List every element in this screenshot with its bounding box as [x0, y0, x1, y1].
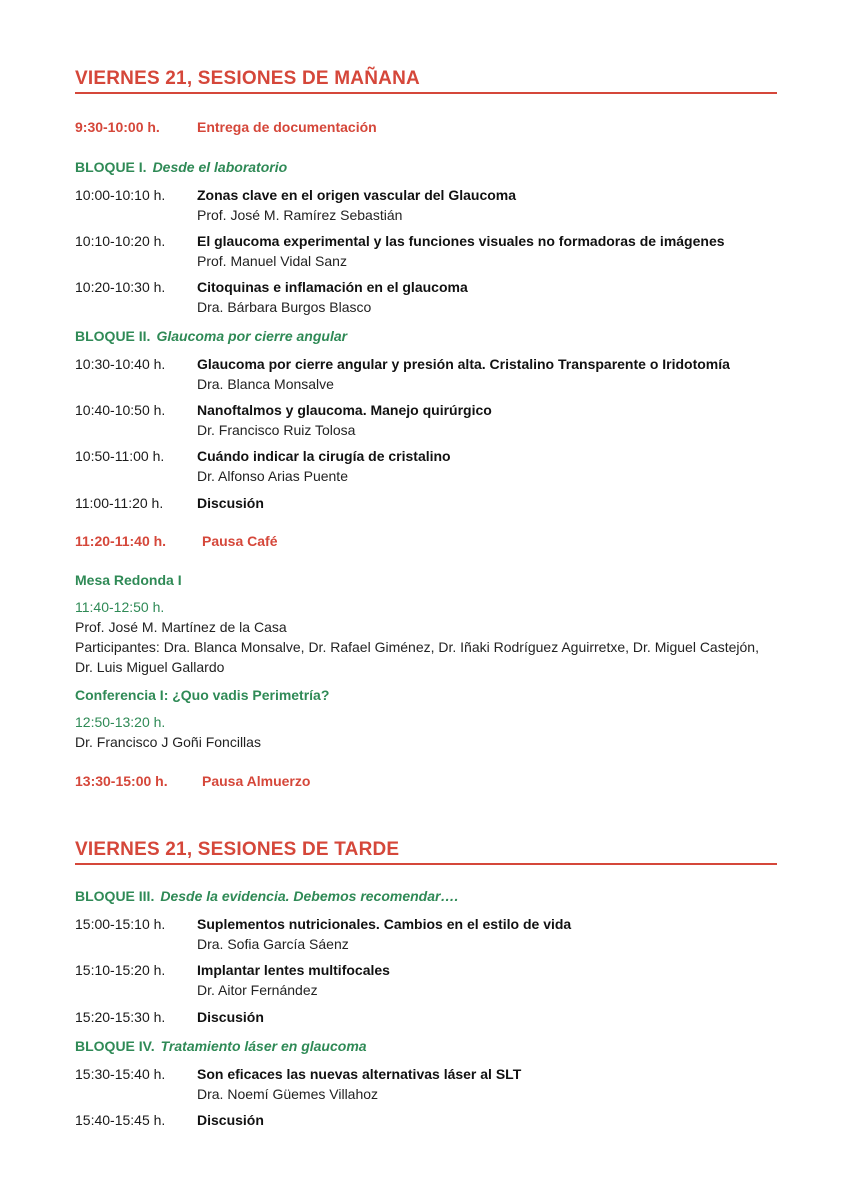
conference-time: 12:50-13:20 h. — [75, 714, 166, 730]
session-speaker: Dr. Aitor Fernández — [197, 982, 318, 998]
session-title: Son eficaces las nuevas alternativas láser al SLT — [197, 1066, 522, 1082]
session-title: Discusión — [197, 1009, 264, 1025]
bloque3-title: Desde la evidencia. Debemos recomendar…. — [160, 888, 459, 904]
session-time: 11:00-11:20 h. — [75, 495, 164, 511]
session-title: Nanoftalmos y glaucoma. Manejo quirúrgico — [197, 402, 492, 418]
morning-heading: VIERNES 21, SESIONES DE MAÑANA — [75, 68, 777, 94]
bloque4-label: BLOQUE IV. — [75, 1038, 155, 1054]
bloque4-title: Tratamiento láser en glaucoma — [160, 1038, 367, 1054]
session-time: 15:00-15:10 h. — [75, 916, 166, 932]
session-title: Suplementos nutricionales. Cambios en el estilo de vida — [197, 916, 572, 932]
registration-time: 9:30-10:00 h. — [75, 119, 160, 135]
session-time: 10:50-11:00 h. — [75, 448, 165, 464]
mesa-time: 11:40-12:50 h. — [75, 599, 165, 615]
session-speaker: Dr. Francisco Ruiz Tolosa — [197, 422, 356, 438]
session-title: Discusión — [197, 1112, 264, 1128]
conference-speaker: Dr. Francisco J Goñi Foncillas — [75, 734, 261, 750]
session-speaker: Prof. José M. Ramírez Sebastián — [197, 207, 403, 223]
session-time: 10:10-10:20 h. — [75, 233, 166, 249]
session-time: 15:30-15:40 h. — [75, 1066, 166, 1082]
session-title: Glaucoma por cierre angular y presión alta. Cristalino Transparente o Iridotomía — [197, 356, 730, 372]
session-speaker: Dra. Sofia García Sáenz — [197, 936, 349, 952]
session-speaker: Dra. Blanca Monsalve — [197, 376, 334, 392]
session-speaker: Prof. Manuel Vidal Sanz — [197, 253, 347, 269]
session-title: Zonas clave en el origen vascular del Glaucoma — [197, 187, 517, 203]
session-time: 15:40-15:45 h. — [75, 1112, 166, 1128]
bloque2-label: BLOQUE II. — [75, 328, 151, 344]
session-time: 15:20-15:30 h. — [75, 1009, 166, 1025]
bloque2-title: Glaucoma por cierre angular — [156, 328, 348, 344]
session-speaker: Dr. Alfonso Arias Puente — [197, 468, 348, 484]
coffee-break-label: Pausa Café — [202, 533, 278, 549]
bloque4-heading — [75, 1038, 367, 1054]
registration-row — [75, 119, 377, 135]
lunch-break-label: Pausa Almuerzo — [202, 773, 311, 789]
session-title: Cuándo indicar la cirugía de cristalino — [197, 448, 451, 464]
session-time: 10:30-10:40 h. — [75, 356, 166, 372]
mesa-moderator: Prof. José M. Martínez de la Casa — [75, 619, 287, 635]
registration-label: Entrega de documentación — [197, 119, 377, 135]
session-time: 15:10-15:20 h. — [75, 962, 166, 978]
bloque1-heading — [75, 159, 287, 175]
session-time: 10:00-10:10 h. — [75, 187, 166, 203]
lunch-break-row — [75, 773, 310, 789]
bloque3-heading — [75, 888, 458, 904]
session-title: El glaucoma experimental y las funciones visuales no formadoras de imágenes — [197, 233, 725, 249]
afternoon-heading: VIERNES 21, SESIONES DE TARDE — [75, 839, 777, 865]
session-speaker: Dra. Bárbara Burgos Blasco — [197, 299, 372, 315]
session-title: Implantar lentes multifocales — [197, 962, 390, 978]
coffee-break-time: 11:20-11:40 h. — [75, 533, 167, 549]
conference-heading: Conferencia I: ¿Quo vadis Perimetría? — [75, 687, 330, 703]
bloque2-heading — [75, 328, 347, 344]
mesa-participants: Participantes: Dra. Blanca Monsalve, Dr. Rafael Giménez, Dr. Iñaki Rodríguez Aguirretxe, Dr. Miguel Castejón, Dr. Luis Miguel Gallardo — [75, 639, 759, 675]
session-speaker: Dra. Noemí Güemes Villahoz — [197, 1086, 379, 1102]
session-time: 10:20-10:30 h. — [75, 279, 166, 295]
session-title: Citoquinas e inflamación en el glaucoma — [197, 279, 468, 295]
mesa-heading: Mesa Redonda I — [75, 572, 182, 588]
coffee-break-row — [75, 533, 277, 549]
lunch-break-time: 13:30-15:00 h. — [75, 773, 168, 789]
session-time: 10:40-10:50 h. — [75, 402, 166, 418]
bloque3-label: BLOQUE III. — [75, 888, 155, 904]
session-title: Discusión — [197, 495, 264, 511]
bloque1-label: BLOQUE I. — [75, 159, 147, 175]
bloque1-title: Desde el laboratorio — [152, 159, 288, 175]
